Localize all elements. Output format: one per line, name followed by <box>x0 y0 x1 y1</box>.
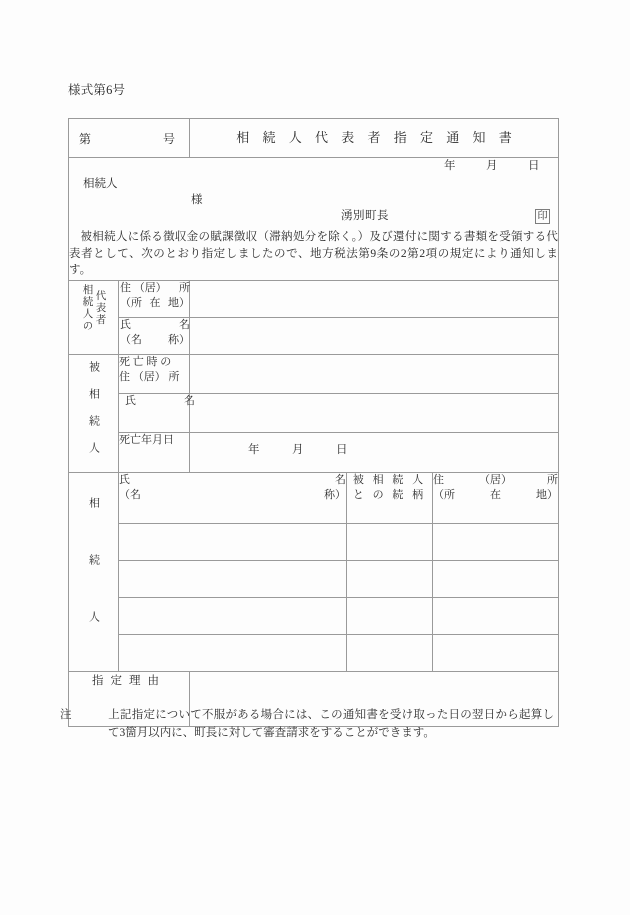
issue-date-month-label: 月 <box>486 160 499 172</box>
representative-label-col-right: 代表者 <box>94 290 106 326</box>
representative-name-row <box>69 318 559 355</box>
note-text: 上記指定について不服がある場合には、この通知書を受け取った日の翌日から起算して3箇月以内に、町長に対して審査請求をすることができます。 <box>108 709 554 739</box>
heir-rel-l2: と の 続 柄 <box>352 489 427 501</box>
rep-addr-l1-right: 所 <box>179 282 190 294</box>
issuer-name: 湧別町長 <box>341 210 389 222</box>
rep-name-l2-right: 称） <box>168 334 190 346</box>
heirs-header-row <box>69 473 559 524</box>
heir-name-value[interactable] <box>119 524 347 561</box>
title-row <box>69 119 559 158</box>
dec-name-left: 氏 <box>125 395 136 407</box>
decedent-name-row <box>69 394 559 433</box>
representative-label-col-left: 相続人の <box>81 284 93 332</box>
dec-name-right: 名 <box>184 395 195 407</box>
rep-addr-l2-right: 地） <box>168 297 190 309</box>
notice-form-table <box>60 118 559 727</box>
representative-name-value[interactable] <box>190 318 559 355</box>
note-label: 注 <box>60 709 72 721</box>
death-year-label: 年 <box>248 444 260 456</box>
representative-address-label <box>119 281 190 318</box>
seal-stamp-icon: 印 <box>535 209 550 224</box>
heir-relationship-value[interactable] <box>347 598 433 635</box>
doc-number-prefix: 第 <box>79 131 92 146</box>
rep-name-l2-left: （名 <box>120 334 142 346</box>
heir-address-value[interactable] <box>433 524 559 561</box>
header-block-row <box>69 158 559 281</box>
death-date-label: 死亡年月日 <box>119 433 190 473</box>
rep-name-l1-left: 氏 <box>120 319 131 331</box>
heir-address-value[interactable] <box>433 598 559 635</box>
death-date-value[interactable] <box>190 433 559 473</box>
heir-address-value[interactable] <box>433 635 559 672</box>
heir-rel-l1: 被 相 続 人 <box>352 474 427 486</box>
heir-name-value[interactable] <box>119 561 347 598</box>
death-month-label: 月 <box>292 444 304 456</box>
decedent-label-text: 被相続人 <box>87 361 100 469</box>
page-title: 相 続 人 代 表 者 指 定 通 知 書 <box>236 130 517 145</box>
issue-date-year-label: 年 <box>444 160 457 172</box>
heir-name-l1-right: 名 <box>335 474 346 486</box>
rep-addr-l2-mid: 在 <box>149 297 161 309</box>
heir-relationship-value[interactable] <box>347 524 433 561</box>
heir-name-l2-left: （名 <box>119 489 141 501</box>
representative-address-row <box>69 281 559 318</box>
rep-addr-l2-left: （所 <box>120 297 142 309</box>
decedent-address-value[interactable] <box>190 355 559 394</box>
footer-note <box>60 707 554 742</box>
heir-relationship-value[interactable] <box>347 635 433 672</box>
decedent-name-label <box>119 394 195 433</box>
dec-addr-l1: 死 亡 時 の <box>119 356 172 368</box>
issuer-line <box>69 208 558 225</box>
rep-name-l1-right: 名 <box>179 319 190 331</box>
heir-name-l2-right: 称） <box>324 489 346 501</box>
table-row <box>69 524 559 561</box>
heir-name-l1-left: 氏 <box>119 474 130 486</box>
heirs-section-label <box>69 473 119 672</box>
heir-relationship-value[interactable] <box>347 561 433 598</box>
heir-addr-l2-left: （所 <box>433 489 455 501</box>
heir-name-value[interactable] <box>119 598 347 635</box>
representative-name-label <box>119 318 190 355</box>
heir-name-value[interactable] <box>119 635 347 672</box>
header-block-cell <box>69 158 559 281</box>
decedent-address-row <box>69 355 559 394</box>
dec-addr-l2: 住 （居） 所 <box>119 371 180 383</box>
heir-addr-l1-left: 住 <box>433 474 444 486</box>
decedent-death-date-row <box>69 433 559 473</box>
heir-addr-l2-right: 地） <box>536 489 558 501</box>
death-day-label: 日 <box>336 444 348 456</box>
heir-addr-l2-mid: 在 <box>490 489 501 501</box>
table-row <box>69 635 559 672</box>
doc-number-suffix: 号 <box>162 131 175 146</box>
table-row <box>69 561 559 598</box>
decedent-address-label <box>119 355 190 394</box>
document-number-cell[interactable] <box>69 119 190 158</box>
issue-date-line[interactable] <box>69 158 558 174</box>
representative-section-label <box>69 281 119 355</box>
table-row <box>69 598 559 635</box>
document-title-cell <box>190 119 559 158</box>
heirs-col-address-header <box>433 473 559 524</box>
heirs-col-name-header <box>119 473 347 524</box>
form-number: 様式第6号 <box>68 83 126 97</box>
decedent-name-value[interactable] <box>190 394 559 433</box>
designation-reason-label: 指定理由 <box>69 672 190 727</box>
heir-address-value[interactable] <box>433 561 559 598</box>
addressee-label: 相続人 <box>83 178 118 190</box>
decedent-section-label <box>69 355 119 473</box>
notice-body-text: 被相続人に係る徴収金の賦課徴収（滞納処分を除く。）及び還付に関する書類を受領する代表者として、次のとおり指定しましたので、地方税法第9条の2第2項の規定により通知します。 <box>69 231 559 276</box>
heirs-label-text: 相続人 <box>87 497 100 668</box>
representative-address-value[interactable] <box>190 281 559 318</box>
addressee-honorific: 様 <box>191 194 203 206</box>
issue-date-day-label: 日 <box>528 160 541 172</box>
rep-addr-l1-left: 住 （居） <box>120 282 167 294</box>
heirs-col-relationship-header <box>347 473 433 524</box>
heir-addr-l1-mid: （居） <box>479 474 512 486</box>
heir-addr-l1-right: 所 <box>547 474 558 486</box>
